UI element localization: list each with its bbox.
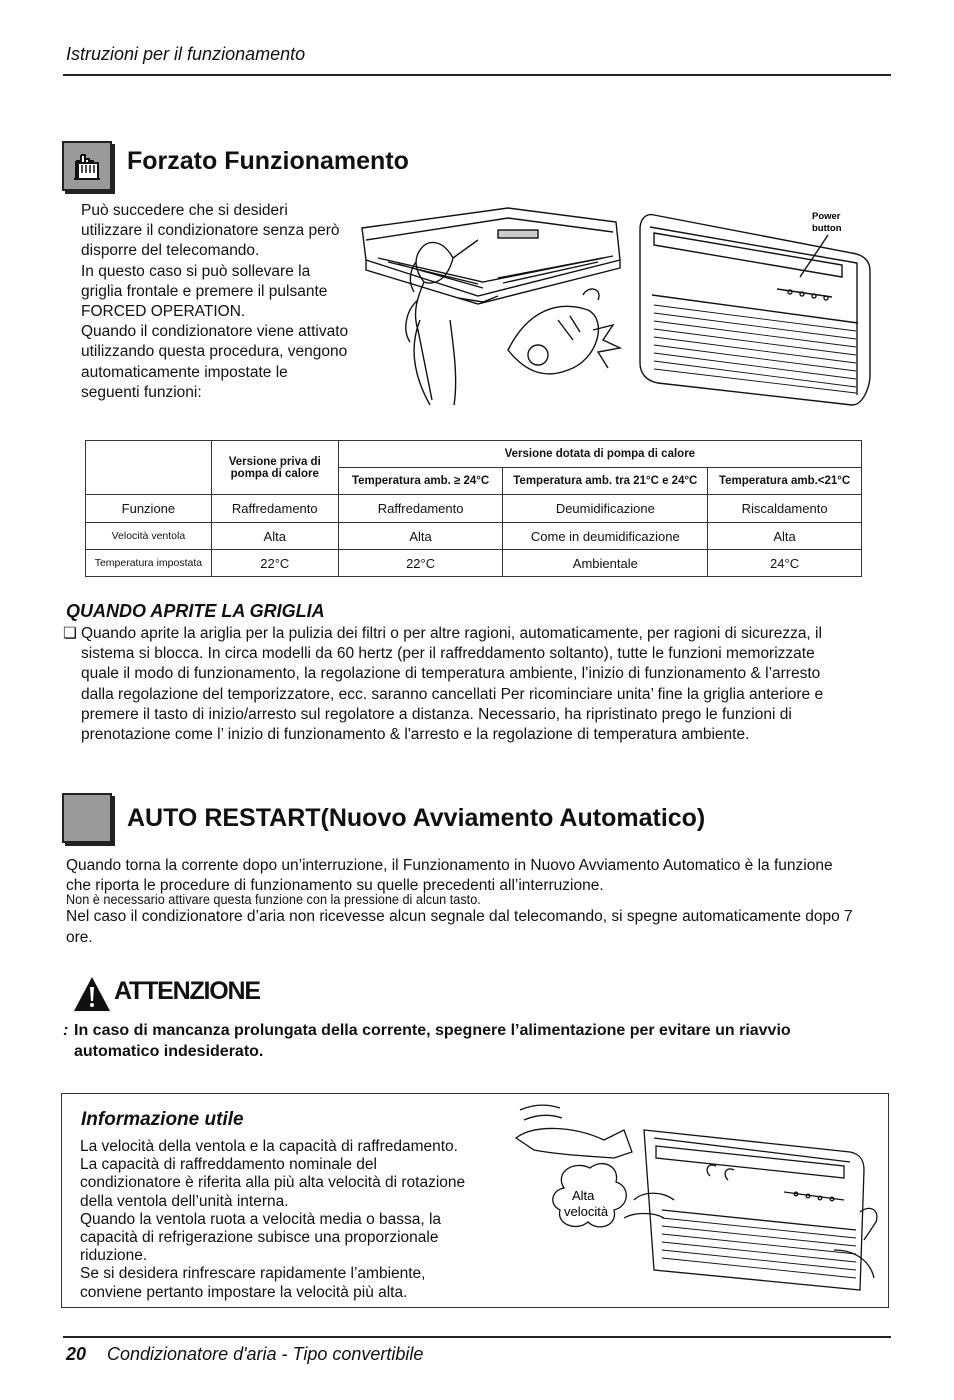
text-line: che riporta le procedure di funzionamento su quelle precedenti all’interruzione. [66,877,604,895]
text-line: Può succedere che si desideri [81,202,288,219]
row-label: Funzione [86,495,212,523]
info-box [61,1093,889,1308]
table-cell: Alta [708,523,862,550]
header-rule [63,74,891,76]
text-line: utilizzare il condizionatore senza però [81,222,340,240]
bubble-line1: Alta [572,1188,595,1203]
attenzione-text [63,1020,893,1062]
section-title-forzato: Forzato Funzionamento [127,147,409,175]
footer-title: Condizionatore d'aria - Tipo convertibile [107,1344,424,1364]
text-line: prenotazione come l’ inizio di funzionamento & l'arresto e la regolazione di temperatura ambiente. [81,726,750,744]
text-line: seguenti funzioni: [81,383,202,401]
text-line: capacità di refrigerazione subisce una proporzionale [80,1229,439,1247]
text-line: griglia frontale e premere il pulsante [81,282,328,300]
table-corner [86,441,212,495]
page-number: 20 [66,1344,87,1364]
col-header-temp-21-24: Temperatura amb. tra 21°C e 24°C [503,468,708,495]
text-line: conviene pertanto impostare la velocità più alta. [80,1283,408,1301]
griglia-paragraph [63,624,873,745]
table-cell: Deumidificazione [503,495,708,523]
table-cell: Ambientale [503,550,708,577]
forzato-description [81,201,371,403]
ceiling-unit-illustration [358,200,628,410]
table-cell: Alta [211,523,338,550]
auto-restart-paragraph [66,856,896,948]
text-line: automatico indesiderato. [74,1043,264,1060]
text-line: disporre del telecomando. [81,242,260,260]
console-unit-illustration [632,205,878,410]
attenzione-title: ATTENZIONE [114,977,260,1005]
header-line: pompa di calore [230,467,319,480]
text-line: Quando torna la corrente dopo un’interruzione, il Funzionamento in Nuovo Avviamento Automatico è la funzione [66,857,833,874]
prefix-mark: : [63,1022,69,1039]
text-line: sistema si blocca. In circa modelli da 60 hertz (per il raffreddamento soltanto), tutte le funzioni memorizzate [81,645,815,663]
table-cell: 24°C [708,550,862,577]
col-header-temp-above-24: Temperatura amb. ≥ 24°C [338,468,503,495]
text-line: quale il modo di funzionamento, la regolazione di temperatura ambiente, l’inizio di funzionamento & l’arresto [81,665,821,683]
text-line: Quando aprite la ariglia per la pulizia dei filtri o per altre ragioni, automaticamente, per ragioni di sicurezza, il [81,625,822,642]
table-row [86,550,862,577]
info-title: Informazione utile [81,1109,244,1130]
row-label: Temperatura impostata [86,550,212,577]
checkbox-bullet-icon: ❏ [63,625,77,642]
power-button-label-line2: button [812,223,842,234]
table-row [86,495,862,523]
forced-operation-table [85,440,862,577]
text-line: automaticamente impostate le [81,363,288,381]
power-button-label-line1: Power [812,211,841,222]
text-line: In questo caso si può sollevare la [81,262,311,280]
hand-press-icon [62,141,112,191]
col-header-heat-pump: Versione dotata di pompa di calore [338,441,861,468]
table-cell: Raffredamento [338,495,503,523]
text-line: condizionatore è riferita alla più alta velocità di rotazione [80,1174,466,1192]
text-line: Quando il condizionatore viene attivato [81,323,349,341]
small-note: Non è necessario attivare questa funzione con la pressione di alcun tasto. [66,892,481,908]
table-cell: Raffredamento [211,495,338,523]
griglia-heading: QUANDO APRITE LA GRIGLIA [66,601,325,621]
table-cell: Alta [338,523,503,550]
text-line: La velocità della ventola e la capacità di raffredamento. [80,1138,458,1155]
warning-triangle-icon [72,974,112,1014]
text-line: dalla regolazione del temporizzatore, ecc. saranno cancellati Per ricominciare unita’ fine la griglia anteriore e [81,685,824,703]
text-line: della ventola dell’unità interna. [80,1192,289,1210]
text-line: La capacità di raffreddamento nominale del [80,1156,377,1174]
text-line: riduzione. [80,1247,148,1265]
row-label: Velocità ventola [86,523,212,550]
text-line: FORCED OPERATION. [81,303,246,321]
col-header-no-heat-pump [211,441,338,495]
info-paragraph [80,1138,520,1302]
section-title-auto-restart: AUTO RESTART(Nuovo Avviamento Automatico) [127,804,706,832]
fan-speed-illustration [514,1100,886,1304]
table-cell: Come in deumidificazione [503,523,708,550]
section-icon [62,793,112,843]
text-line: In caso di mancanza prolungata della corrente, spegnere l’alimentazione per evitare un riavvio [74,1022,791,1039]
text-line: Nel caso il condizionatore d’aria non ricevesse alcun segnale dal telecomando, si spegne automaticamente dopo 7 [66,908,853,926]
text-line: premere il tasto di inizio/arresto sul regolatore a distanza. Necessario, ha ripristinato prego le funzioni di [81,705,792,723]
text-line: utilizzando questa procedura, vengono [81,343,348,361]
text-line: Quando la ventola ruota a velocità media o bassa, la [80,1210,442,1228]
running-header: Istruzioni per il funzionamento [66,44,306,64]
header-line: Versione priva di [228,455,321,468]
bubble-line2: velocità [564,1204,609,1219]
text-line: ore. [66,928,93,946]
footer-rule [63,1336,891,1338]
table-cell: 22°C [211,550,338,577]
text-line: Se si desidera rinfrescare rapidamente l’ambiente, [80,1265,426,1283]
table-row [86,523,862,550]
col-header-temp-below-21: Temperatura amb.<21°C [708,468,862,495]
table-cell: 22°C [338,550,503,577]
table-cell: Riscaldamento [708,495,862,523]
